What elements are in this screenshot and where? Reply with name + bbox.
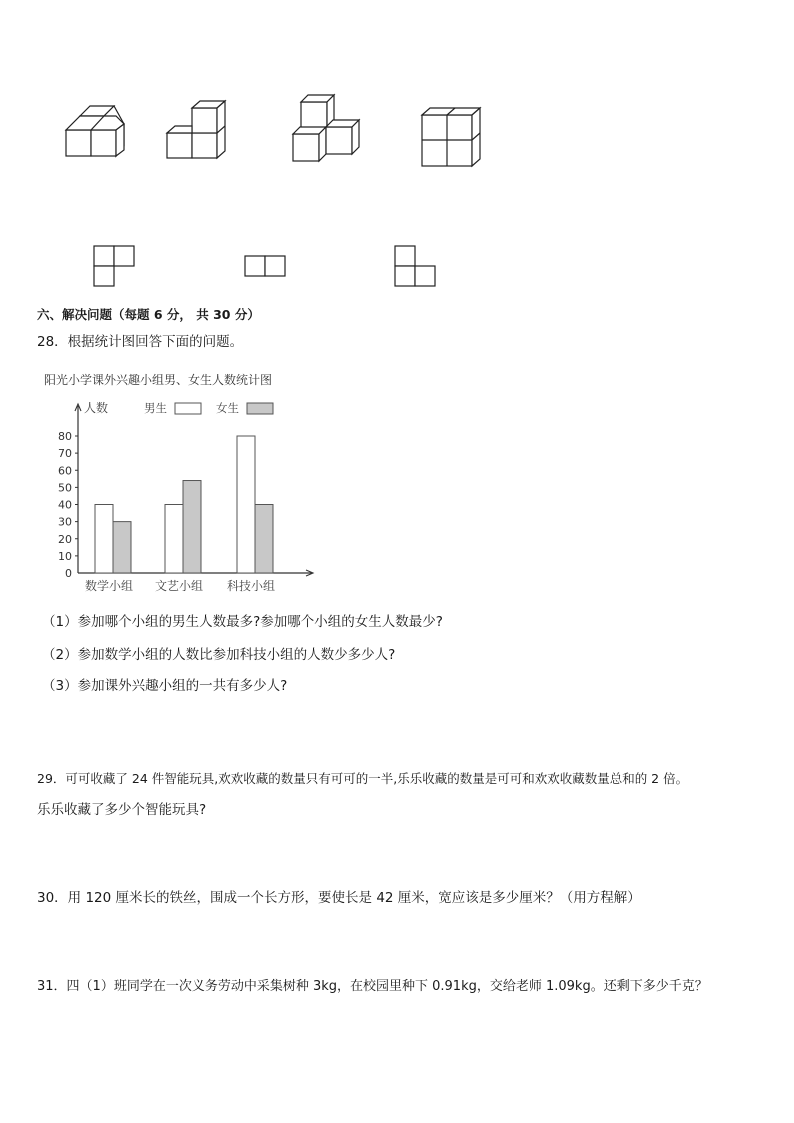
cube-figure-4	[422, 108, 480, 166]
y-tick-label: 70	[58, 447, 72, 461]
bar	[183, 481, 201, 573]
view-option-3	[395, 246, 435, 286]
bar	[165, 505, 183, 574]
y-tick-label: 20	[58, 532, 72, 546]
bar-chart	[40, 392, 330, 604]
y-tick-label: 0	[65, 567, 72, 580]
bar	[237, 436, 255, 573]
question-29-line-2: 乐乐收藏了多少个智能玩具?	[37, 802, 207, 818]
legend-swatch	[247, 403, 273, 414]
legend-label: 男生	[144, 401, 167, 415]
cube-figure-3	[293, 95, 359, 161]
bar	[95, 505, 113, 574]
question-28-prompt: 28．根据统计图回答下面的问题。	[37, 334, 244, 350]
section-heading: 六、解决问题（每题 6 分， 共 30 分）	[37, 307, 260, 322]
x-tick-label: 数学小组	[84, 579, 134, 593]
legend-label: 女生	[216, 401, 239, 415]
x-tick-label: 科技小组	[226, 579, 276, 593]
view-option-1	[94, 246, 134, 286]
bar	[113, 522, 131, 573]
question-29-line-1: 29．可可收藏了 24 件智能玩具,欢欢收藏的数量只有可可的一半,乐乐收藏的数量是可可和欢欢收藏数量总和的 2 倍。	[37, 771, 689, 786]
question-31: 31．四（1）班同学在一次义务劳动中采集树种 3kg，在校园里种下 0.91kg，交给老师 1.09kg。还剩下多少千克？	[37, 979, 708, 994]
y-tick-label: 50	[58, 481, 72, 495]
bar	[255, 505, 273, 574]
cube-figure-1	[66, 106, 124, 156]
view-option-2	[245, 256, 285, 276]
y-tick-label: 60	[58, 464, 72, 478]
y-tick-label: 80	[58, 430, 72, 443]
cube-figures	[0, 0, 794, 300]
y-tick-label: 10	[58, 549, 72, 563]
y-tick-label: 40	[58, 498, 72, 512]
x-tick-label: 文艺小组	[154, 579, 204, 593]
legend-swatch	[175, 403, 201, 414]
y-tick-label: 30	[58, 515, 72, 529]
question-30: 30．用 120 厘米长的铁丝，围成一个长方形，要使长是 42 厘米，宽应该是多少厘米？（用方程解）	[37, 890, 641, 906]
question-28-sub-2: （2）参加数学小组的人数比参加科技小组的人数少多少人?	[42, 647, 396, 663]
question-28-sub-3: （3）参加课外兴趣小组的一共有多少人?	[42, 678, 288, 694]
y-axis-label: 人数	[84, 401, 109, 415]
cube-figure-2	[167, 101, 225, 158]
question-28-sub-1: （1）参加哪个小组的男生人数最多?参加哪个小组的女生人数最少?	[42, 614, 443, 630]
chart-title: 阳光小学课外兴趣小组男、女生人数统计图	[44, 373, 273, 387]
